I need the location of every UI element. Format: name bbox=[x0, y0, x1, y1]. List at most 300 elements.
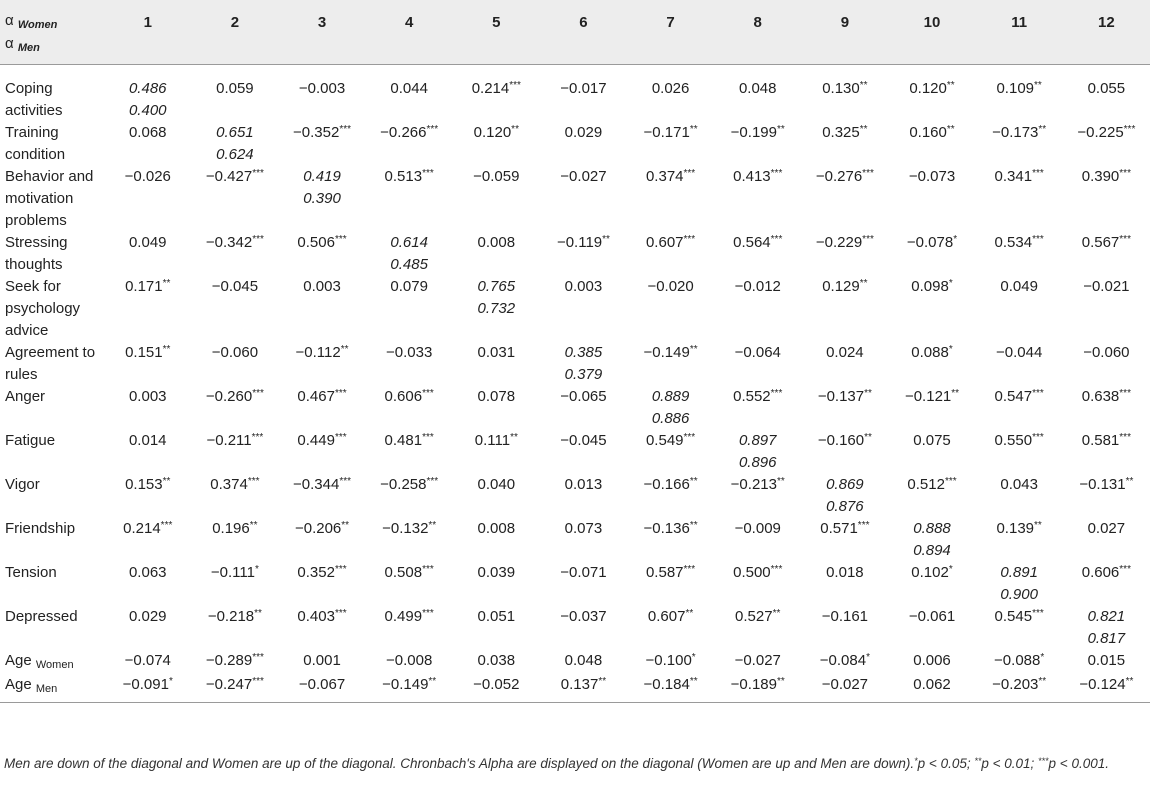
row-label bbox=[0, 518, 104, 562]
correlation-cell bbox=[1063, 64, 1150, 122]
correlation-value: −0.206 bbox=[294, 519, 342, 537]
correlation-value: 0.534 bbox=[994, 233, 1033, 251]
significance-marker: ** bbox=[162, 343, 171, 355]
row-label-text: Agreement to rules bbox=[5, 343, 96, 383]
correlation-value: 0.341 bbox=[994, 167, 1033, 185]
alpha-women-value: 0.651 bbox=[216, 123, 254, 141]
significance-marker: ** bbox=[772, 607, 781, 619]
significance-marker: ** bbox=[864, 431, 872, 443]
correlation-cell bbox=[366, 474, 453, 518]
correlation-cell bbox=[714, 122, 801, 166]
correlation-cell bbox=[540, 474, 627, 518]
alpha-diagonal-cell bbox=[104, 64, 191, 122]
correlation-cell bbox=[801, 64, 888, 122]
significance-marker: *** bbox=[1119, 563, 1131, 575]
significance-marker: *** bbox=[1032, 167, 1044, 179]
significance-marker: *** bbox=[422, 387, 434, 399]
correlation-value: 0.129 bbox=[822, 277, 860, 295]
significance-marker: *** bbox=[339, 123, 352, 135]
correlation-cell bbox=[888, 342, 975, 386]
correlation-value: 0.051 bbox=[477, 607, 516, 625]
significance-marker: *** bbox=[770, 387, 783, 399]
correlation-cell bbox=[278, 606, 365, 650]
correlation-cell bbox=[627, 674, 714, 703]
correlation-cell bbox=[453, 122, 540, 166]
table-row bbox=[0, 474, 1150, 518]
correlation-value: −0.088 bbox=[994, 651, 1041, 669]
significance-marker: *** bbox=[1119, 167, 1131, 179]
correlation-cell bbox=[714, 386, 801, 430]
correlation-cell bbox=[976, 650, 1063, 674]
significance-marker: ** bbox=[1034, 519, 1042, 531]
correlation-value: 0.120 bbox=[909, 79, 947, 97]
correlation-value: 0.055 bbox=[1087, 79, 1126, 97]
correlation-value: 0.500 bbox=[733, 563, 771, 581]
correlation-value: −0.073 bbox=[908, 167, 956, 185]
significance-marker: *** bbox=[683, 167, 696, 179]
significance-marker: ** bbox=[598, 675, 607, 687]
correlation-value: 0.214 bbox=[471, 79, 510, 97]
significance-marker: * bbox=[254, 563, 259, 575]
correlation-value: −0.289 bbox=[205, 651, 253, 669]
significance-marker: *** bbox=[252, 387, 264, 399]
significance-marker: ** bbox=[428, 519, 437, 531]
correlation-value: 0.413 bbox=[733, 167, 771, 185]
correlation-value: 0.196 bbox=[212, 519, 250, 537]
significance-marker: *** bbox=[1032, 431, 1044, 443]
correlation-value: 0.171 bbox=[125, 277, 163, 295]
alpha-women-label: α $_{Women}$ bbox=[5, 12, 58, 31]
correlation-cell bbox=[278, 430, 365, 474]
correlation-value: −0.078 bbox=[906, 233, 954, 251]
row-label-text: Depressed bbox=[5, 607, 78, 625]
correlation-cell bbox=[1063, 518, 1150, 562]
correlation-cell bbox=[627, 276, 714, 342]
correlation-cell bbox=[278, 674, 365, 703]
significance-marker: ** bbox=[689, 675, 698, 687]
correlation-cell bbox=[104, 232, 191, 276]
table-row bbox=[0, 674, 1150, 703]
significance-marker: ** bbox=[162, 277, 171, 289]
significance-marker: ** bbox=[510, 431, 518, 443]
correlation-value: 0.018 bbox=[826, 563, 864, 581]
significance-marker: ** bbox=[1034, 79, 1042, 91]
correlation-value: −0.060 bbox=[211, 343, 259, 361]
row-label bbox=[0, 122, 104, 166]
correlation-cell bbox=[191, 276, 278, 342]
correlation-value: −0.045 bbox=[560, 431, 607, 449]
correlation-cell bbox=[104, 342, 191, 386]
correlation-cell bbox=[976, 166, 1063, 232]
correlation-cell bbox=[104, 166, 191, 232]
significance-marker: *** bbox=[422, 431, 434, 443]
correlation-value: −0.027 bbox=[560, 167, 607, 185]
correlation-cell bbox=[453, 674, 540, 703]
alpha-men-value: 0.732 bbox=[477, 299, 516, 317]
significance-marker: ** bbox=[428, 675, 437, 687]
significance-marker: *** bbox=[426, 475, 439, 487]
significance-marker: *** bbox=[252, 675, 264, 687]
significance-marker: *** bbox=[422, 563, 434, 575]
correlation-value: −0.189 bbox=[730, 675, 777, 693]
correlation-cell bbox=[278, 276, 365, 342]
correlation-value: 0.160 bbox=[909, 123, 947, 141]
correlation-value: −0.067 bbox=[298, 675, 346, 693]
significance-marker: *** bbox=[252, 167, 264, 179]
column-header: 9 bbox=[801, 0, 888, 64]
correlation-cell bbox=[366, 166, 453, 232]
correlation-cell bbox=[191, 166, 278, 232]
row-label-text: Tension bbox=[5, 563, 57, 581]
correlation-value: 0.015 bbox=[1087, 651, 1126, 669]
correlation-value: −0.061 bbox=[908, 607, 956, 625]
correlation-cell bbox=[191, 342, 278, 386]
alpha-men-label: α $_{Men}$ bbox=[5, 35, 40, 54]
row-label-text: Age bbox=[5, 675, 32, 693]
correlation-value: −0.064 bbox=[734, 343, 781, 361]
footnote-sig-marker: ** bbox=[974, 756, 982, 766]
row-label bbox=[0, 430, 104, 474]
correlation-cell bbox=[801, 232, 888, 276]
significance-marker: ** bbox=[249, 519, 258, 531]
correlation-cell bbox=[453, 386, 540, 430]
alpha-women-value: 0.614 bbox=[390, 233, 428, 251]
correlation-value: 0.111 bbox=[474, 431, 511, 449]
correlation-value: 0.390 bbox=[1081, 167, 1120, 185]
significance-marker: ** bbox=[511, 123, 519, 135]
significance-marker: *** bbox=[252, 233, 264, 245]
alpha-women-value: 0.869 bbox=[826, 475, 864, 493]
correlation-value: −0.111 bbox=[210, 563, 255, 581]
correlation-cell bbox=[104, 674, 191, 703]
significance-marker: *** bbox=[770, 233, 783, 245]
correlation-value: −0.027 bbox=[821, 675, 869, 693]
correlation-cell bbox=[278, 386, 365, 430]
correlation-cell bbox=[278, 342, 365, 386]
significance-marker: *** bbox=[1032, 233, 1044, 245]
correlation-cell bbox=[278, 474, 365, 518]
significance-marker: ** bbox=[859, 123, 868, 135]
column-header: 3 bbox=[278, 0, 365, 64]
correlation-cell bbox=[191, 474, 278, 518]
correlation-cell bbox=[976, 386, 1063, 430]
table-row bbox=[0, 122, 1150, 166]
table-row bbox=[0, 562, 1150, 606]
table-header bbox=[0, 0, 1150, 64]
correlation-cell bbox=[104, 650, 191, 674]
correlation-cell bbox=[976, 122, 1063, 166]
correlation-cell bbox=[976, 518, 1063, 562]
correlation-cell bbox=[801, 342, 888, 386]
significance-marker: *** bbox=[334, 431, 347, 443]
significance-marker: ** bbox=[951, 387, 960, 399]
significance-marker: *** bbox=[334, 563, 347, 575]
table-row bbox=[0, 650, 1150, 674]
correlation-value: 0.068 bbox=[128, 123, 167, 141]
correlation-value: 0.048 bbox=[564, 651, 603, 669]
significance-marker: * bbox=[948, 277, 953, 289]
row-label bbox=[0, 674, 104, 703]
correlation-cell bbox=[191, 64, 278, 122]
correlation-cell bbox=[278, 122, 365, 166]
correlation-cell bbox=[976, 232, 1063, 276]
correlation-cell bbox=[540, 430, 627, 474]
correlation-value: −0.012 bbox=[734, 277, 781, 295]
correlation-cell bbox=[540, 232, 627, 276]
correlation-value: 0.031 bbox=[477, 343, 516, 361]
alpha-men-value: 0.894 bbox=[913, 541, 951, 559]
column-header: 4 bbox=[366, 0, 453, 64]
correlation-value: −0.052 bbox=[473, 675, 520, 693]
correlation-cell bbox=[453, 562, 540, 606]
alpha-men-value: 0.379 bbox=[564, 365, 603, 383]
correlation-cell bbox=[453, 166, 540, 232]
correlation-value: 0.374 bbox=[210, 475, 248, 493]
significance-marker: * bbox=[1040, 651, 1045, 663]
alpha-men-value: 0.896 bbox=[738, 453, 777, 471]
correlation-cell bbox=[1063, 562, 1150, 606]
correlation-cell bbox=[627, 474, 714, 518]
correlation-value: 0.403 bbox=[297, 607, 335, 625]
significance-marker: *** bbox=[334, 607, 347, 619]
significance-marker: * bbox=[948, 343, 953, 355]
correlation-value: −0.033 bbox=[386, 343, 433, 361]
correlation-cell bbox=[191, 518, 278, 562]
significance-marker: ** bbox=[864, 387, 872, 399]
correlation-value: −0.161 bbox=[821, 607, 869, 625]
correlation-value: 0.214 bbox=[123, 519, 161, 537]
significance-marker: *** bbox=[160, 519, 173, 531]
table-row bbox=[0, 430, 1150, 474]
correlation-value: 0.508 bbox=[384, 563, 423, 581]
correlation-value: 0.039 bbox=[477, 563, 516, 581]
correlation-value: −0.213 bbox=[730, 475, 777, 493]
column-header: 7 bbox=[627, 0, 714, 64]
table-row bbox=[0, 386, 1150, 430]
correlation-cell bbox=[627, 562, 714, 606]
correlation-cell bbox=[801, 166, 888, 232]
correlation-value: −0.027 bbox=[734, 651, 781, 669]
correlation-cell bbox=[888, 674, 975, 703]
row-label bbox=[0, 606, 104, 650]
correlation-cell bbox=[104, 122, 191, 166]
correlation-cell bbox=[1063, 650, 1150, 674]
correlation-value: 0.120 bbox=[473, 123, 512, 141]
correlation-value: 0.549 bbox=[645, 431, 684, 449]
correlation-cell bbox=[540, 650, 627, 674]
row-label-subscript: Men bbox=[35, 682, 58, 695]
significance-marker: *** bbox=[770, 167, 783, 179]
correlation-value: −0.119 bbox=[556, 233, 603, 251]
correlation-cell bbox=[714, 276, 801, 342]
significance-marker: *** bbox=[683, 431, 696, 443]
footnote-sig-marker: * bbox=[914, 756, 918, 766]
significance-marker: ** bbox=[859, 79, 868, 91]
column-header: 6 bbox=[540, 0, 627, 64]
correlation-cell bbox=[278, 64, 365, 122]
significance-marker: *** bbox=[857, 519, 870, 531]
table-row bbox=[0, 606, 1150, 650]
correlation-cell bbox=[366, 518, 453, 562]
significance-marker: *** bbox=[334, 387, 347, 399]
correlation-cell bbox=[540, 674, 627, 703]
alpha-men-value: 0.400 bbox=[128, 101, 167, 119]
correlation-value: 0.062 bbox=[913, 675, 951, 693]
significance-marker: ** bbox=[689, 519, 698, 531]
correlation-value: −0.229 bbox=[815, 233, 863, 251]
alpha-legend-cell bbox=[0, 0, 104, 64]
correlation-cell bbox=[366, 650, 453, 674]
correlation-value: 0.008 bbox=[477, 519, 516, 537]
significance-marker: *** bbox=[1032, 607, 1044, 619]
correlation-cell bbox=[540, 606, 627, 650]
correlation-cell bbox=[1063, 474, 1150, 518]
correlation-value: −0.071 bbox=[560, 563, 607, 581]
row-label-text: Fatigue bbox=[5, 431, 56, 449]
footnote-text: Men are down of the diagonal and Women are up of the diagonal. Chronbach's Alpha are displayed on the diagonal (Women are up and Men are down). bbox=[4, 756, 915, 771]
alpha-women-value: 0.897 bbox=[738, 431, 777, 449]
table-body bbox=[0, 64, 1150, 702]
correlation-value: 0.040 bbox=[477, 475, 516, 493]
correlation-value: −0.266 bbox=[380, 123, 427, 141]
correlation-value: −0.037 bbox=[560, 607, 607, 625]
row-label-subscript: Women bbox=[35, 658, 74, 671]
correlation-value: −0.124 bbox=[1079, 675, 1126, 693]
correlation-cell bbox=[191, 430, 278, 474]
correlation-value: −0.344 bbox=[293, 475, 340, 493]
correlation-value: 0.552 bbox=[733, 387, 771, 405]
correlation-cell bbox=[888, 606, 975, 650]
correlation-value: −0.211 bbox=[206, 431, 252, 449]
correlation-cell bbox=[104, 518, 191, 562]
significance-marker: ** bbox=[1125, 675, 1134, 687]
correlation-value: 0.527 bbox=[735, 607, 773, 625]
correlation-cell bbox=[714, 518, 801, 562]
significance-marker: *** bbox=[252, 651, 264, 663]
row-label bbox=[0, 562, 104, 606]
correlation-cell bbox=[540, 166, 627, 232]
correlation-value: 0.109 bbox=[996, 79, 1035, 97]
correlation-cell bbox=[888, 474, 975, 518]
significance-marker: ** bbox=[776, 123, 785, 135]
correlation-value: 0.038 bbox=[477, 651, 516, 669]
column-header: 8 bbox=[714, 0, 801, 64]
correlation-cell bbox=[540, 122, 627, 166]
correlation-value: −0.074 bbox=[124, 651, 171, 669]
significance-marker: ** bbox=[685, 607, 694, 619]
correlation-value: 0.059 bbox=[216, 79, 254, 97]
correlation-cell bbox=[801, 276, 888, 342]
significance-marker: ** bbox=[946, 123, 955, 135]
correlation-value: 0.063 bbox=[128, 563, 167, 581]
correlation-cell bbox=[191, 606, 278, 650]
alpha-diagonal-cell bbox=[278, 166, 365, 232]
significance-marker: ** bbox=[162, 475, 171, 487]
significance-marker: *** bbox=[426, 123, 439, 135]
significance-marker: ** bbox=[1038, 123, 1047, 135]
correlation-value: 0.078 bbox=[477, 387, 516, 405]
correlation-value: 0.003 bbox=[564, 277, 603, 295]
correlation-cell bbox=[1063, 232, 1150, 276]
correlation-value: −0.173 bbox=[992, 123, 1039, 141]
alpha-men-value: 0.390 bbox=[303, 189, 341, 207]
correlation-cell bbox=[540, 518, 627, 562]
correlation-cell bbox=[714, 650, 801, 674]
correlation-value: −0.247 bbox=[205, 675, 253, 693]
correlation-value: 0.044 bbox=[390, 79, 428, 97]
correlation-cell bbox=[453, 606, 540, 650]
column-header: 11 bbox=[976, 0, 1063, 64]
correlation-cell bbox=[801, 430, 888, 474]
footnote-p-value: p < 0.001. bbox=[1048, 756, 1109, 771]
correlation-value: −0.132 bbox=[382, 519, 429, 537]
correlation-cell bbox=[366, 276, 453, 342]
table-row bbox=[0, 342, 1150, 386]
alpha-women-value: 0.486 bbox=[128, 79, 167, 97]
correlation-value: −0.218 bbox=[207, 607, 255, 625]
correlation-value: −0.131 bbox=[1079, 475, 1126, 493]
significance-marker: *** bbox=[247, 475, 260, 487]
correlation-value: −0.203 bbox=[992, 675, 1039, 693]
alpha-men-value: 0.485 bbox=[390, 255, 428, 273]
significance-marker: ** bbox=[602, 233, 610, 245]
correlation-cell bbox=[888, 276, 975, 342]
significance-marker: *** bbox=[1123, 123, 1136, 135]
correlation-value: 0.374 bbox=[645, 167, 684, 185]
correlation-cell bbox=[191, 386, 278, 430]
correlation-cell bbox=[801, 518, 888, 562]
correlation-value: 0.048 bbox=[738, 79, 777, 97]
correlation-cell bbox=[888, 64, 975, 122]
correlation-value: −0.020 bbox=[647, 277, 694, 295]
correlation-value: −0.112 bbox=[295, 343, 341, 361]
alpha-women-value: 0.821 bbox=[1087, 607, 1126, 625]
alpha-diagonal-cell bbox=[453, 276, 540, 342]
correlation-cell bbox=[366, 674, 453, 703]
correlation-value: 0.049 bbox=[1000, 277, 1038, 295]
correlation-cell bbox=[540, 386, 627, 430]
correlation-value: −0.084 bbox=[819, 651, 867, 669]
correlation-cell bbox=[453, 342, 540, 386]
significance-marker: *** bbox=[770, 563, 783, 575]
correlation-value: 0.008 bbox=[477, 233, 516, 251]
correlation-cell bbox=[1063, 166, 1150, 232]
correlation-value: 0.043 bbox=[1000, 475, 1038, 493]
correlation-cell bbox=[976, 276, 1063, 342]
correlation-value: 0.352 bbox=[297, 563, 335, 581]
column-header: 5 bbox=[453, 0, 540, 64]
significance-marker: *** bbox=[1119, 387, 1131, 399]
row-label-text: Anger bbox=[5, 387, 46, 405]
correlation-value: 0.587 bbox=[645, 563, 684, 581]
correlation-cell bbox=[540, 562, 627, 606]
correlation-cell bbox=[976, 474, 1063, 518]
correlation-value: 0.153 bbox=[125, 475, 163, 493]
correlation-cell bbox=[976, 342, 1063, 386]
alpha-diagonal-cell bbox=[976, 562, 1063, 606]
alpha-women-value: 0.765 bbox=[477, 277, 516, 295]
correlation-value: 0.003 bbox=[303, 277, 341, 295]
correlation-cell bbox=[714, 64, 801, 122]
correlation-cell bbox=[540, 276, 627, 342]
correlation-cell bbox=[278, 232, 365, 276]
correlation-cell bbox=[366, 386, 453, 430]
correlation-cell bbox=[801, 386, 888, 430]
alpha-men-value: 0.886 bbox=[651, 409, 690, 427]
correlation-cell bbox=[888, 386, 975, 430]
correlation-value: −0.065 bbox=[560, 387, 607, 405]
row-label bbox=[0, 474, 104, 518]
